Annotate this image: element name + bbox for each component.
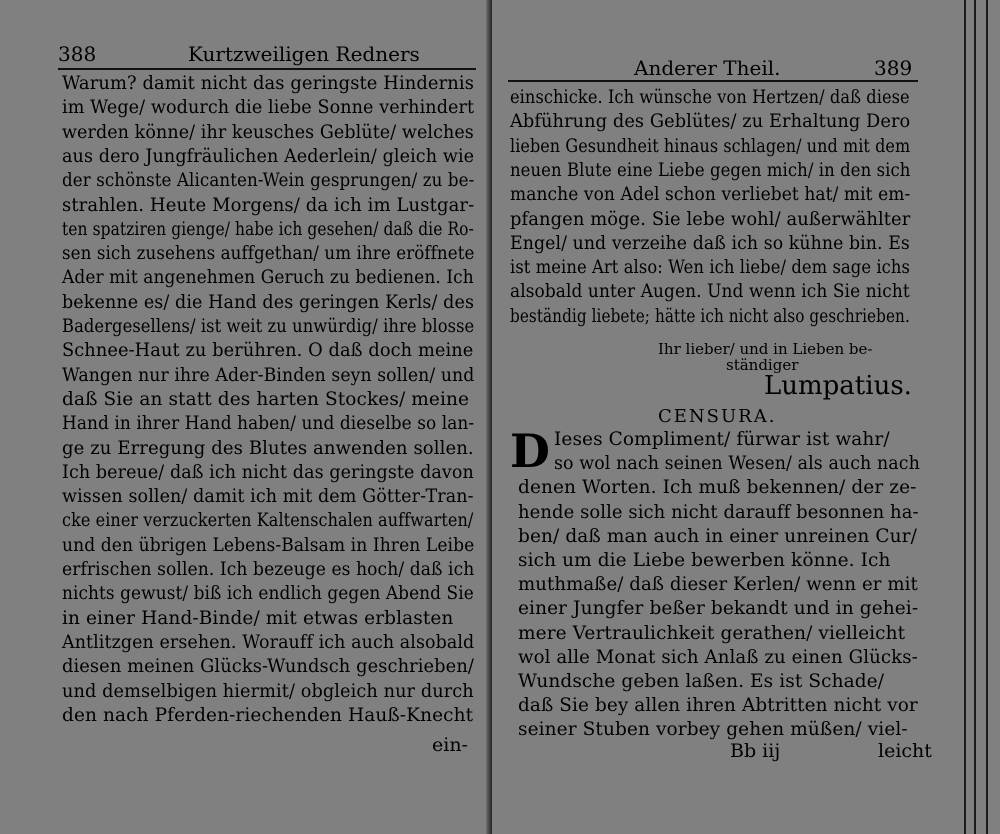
right-page (492, 0, 1000, 834)
text-line: cke einer verzuckerten Kaltenschalen auffwarten/ (62, 510, 474, 532)
text-line: den nach Pferden-riechenden Hauß-Knecht (62, 704, 474, 726)
running-head-left: Kurtzweiligen Redners (188, 42, 420, 66)
text-line: mere Vertraulichkeit gerathen/ vielleicht (518, 622, 906, 644)
text-line: der schönste Alicanten-Wein gesprungen/ zu be- (62, 170, 475, 192)
catchword-left: ein- (432, 734, 468, 756)
text-line: Engel/ und verzeihe daß ich so kühne bin. Es (510, 232, 910, 254)
text-line: Antlitzgen ersehen. Worauff ich auch alsobald (62, 631, 475, 653)
text-line: daß Sie bey allen ihren Abtritten nicht vor (518, 695, 918, 717)
text-line: ist meine Art also: Wen ich liebe/ dem sage ichs (510, 257, 910, 279)
text-line: Ich bereue/ daß ich nicht das geringste davon (62, 461, 474, 483)
text-line: einschicke. Ich wünsche von Hertzen/ daß diese (510, 87, 910, 108)
text-line: im Wege/ wodurch die liebe Sonne verhindert (62, 97, 475, 119)
text-line: strahlen. Heute Morgens/ da ich im Lustgar- (62, 194, 475, 216)
page-number-right: 389 (874, 56, 913, 80)
text-line: Abführung des Geblütes/ zu Erhaltung Dero (510, 111, 911, 133)
page-edge (964, 0, 966, 834)
text-line: Warum? damit nicht das geringste Hindernis (62, 73, 474, 94)
text-line: Schnee-Haut zu berühren. O daß doch meine (62, 340, 474, 362)
running-head-right: Anderer Theil. (634, 56, 781, 80)
closing-line-2: ständiger (726, 356, 799, 374)
catchword-right: leicht (878, 740, 932, 762)
text-line: ge zu Erregung des Blutes anwenden sollen. (62, 437, 474, 459)
text-line: diesen meinen Glücks-Wundsch geschrieben/ (62, 656, 474, 678)
text-line: neuen Blute eine Liebe gegen mich/ in den sich (510, 159, 911, 181)
text-line: pfangen möge. Sie lebe wohl/ außerwählter (510, 208, 911, 230)
text-line: und den übrigen Lebens-Balsam in Ihren Leibe (62, 534, 475, 556)
section-heading-censura: CENSURA. (658, 406, 777, 427)
text-line: und demselbigen hiermit/ obgleich nur durch (62, 680, 474, 702)
signature: Lumpatius. (764, 371, 912, 401)
text-line: so wol nach seinen Wesen/ als auch nach (554, 453, 920, 475)
text-line: seiner Stuben vorbey gehen müßen/ viel- (518, 719, 908, 741)
text-line: manche von Adel schon verliebet hat/ mit em- (510, 184, 911, 206)
text-line: sich um die Liebe bewerben könne. Ich (518, 550, 891, 571)
head-rule-right (508, 80, 918, 82)
text-line: denen Worten. Ich muß bekennen/ der ze- (518, 477, 917, 499)
text-line: einer Jungfer beßer bekandt und in gehei- (518, 598, 919, 620)
text-line: erfrischen sollen. Ich bezeuge es hoch/ daß ich (62, 559, 475, 580)
drop-cap-initial: D (510, 424, 550, 478)
text-line: werden könne/ ihr keusches Geblüte/ welches (62, 121, 474, 143)
text-line: in einer Hand-Binde/ mit etwas erblasten (62, 607, 454, 629)
text-line: beständig liebete; hätte ich nicht also geschrieben. (510, 305, 910, 327)
text-line: nichts gewust/ biß ich endlich gegen Abend Sie (62, 583, 474, 605)
text-line: Ader mit angenehmen Geruch zu bedienen. Ich (62, 267, 474, 289)
text-line: hende solle sich nicht darauff besonnen ha- (518, 501, 919, 523)
text-line: Ieses Compliment/ fürwar ist wahr/ (554, 429, 890, 450)
text-line: wol alle Monat sich Anlaß zu einen Glücks- (518, 646, 918, 668)
text-line: ten spatziren gienge/ habe ich gesehen/ daß die Ro- (62, 218, 474, 240)
text-line: Wundsche geben laßen. Es ist Schade/ (518, 671, 885, 692)
closing-line-1: Ihr lieber/ und in Lieben be- (658, 340, 873, 358)
text-line: wissen sollen/ damit ich mit dem Götter-Tran- (62, 486, 474, 508)
text-line: muthmaße/ daß dieser Kerlen/ wenn er mit (518, 574, 918, 596)
text-line: ben/ daß man auch in einer unreinen Cur/ (518, 525, 917, 547)
text-line: Badergesellens/ ist weit zu unwürdig/ ihre blosse (62, 316, 475, 337)
text-line: Hand in ihrer Hand haben/ und dieselbe so lan- (62, 413, 475, 435)
text-line: bekenne es/ die Hand des geringen Kerls/ des (62, 291, 475, 313)
head-rule-left (58, 68, 476, 70)
left-page (0, 0, 490, 834)
text-line: alsobald unter Augen. Und wenn ich Sie nicht (510, 281, 910, 303)
text-line: daß Sie an statt des harten Stockes/ meine (62, 388, 470, 410)
text-line: Wangen nur ihre Ader-Binden seyn sollen/ und (62, 364, 475, 386)
text-line: sen sich zusehens auffgethan/ um ihre eröffnete (62, 243, 475, 265)
page-edge (974, 0, 976, 834)
signature-mark: Bb iij (730, 740, 781, 762)
page-number-left: 388 (58, 42, 97, 66)
page-edge (986, 0, 988, 834)
text-line: lieben Gesundheit hinaus schlagen/ und mit dem (510, 135, 911, 157)
text-line: aus dero Jungfräulichen Aederlein/ gleich wie (62, 145, 475, 167)
